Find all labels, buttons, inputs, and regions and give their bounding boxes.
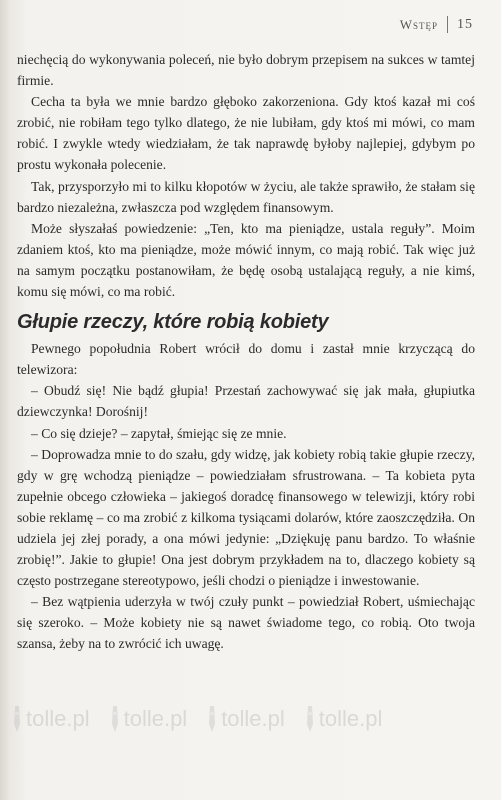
watermark-text: tolle.pl — [221, 706, 285, 731]
watermark-text: tolle.pl — [26, 706, 90, 731]
pen-icon — [108, 704, 122, 734]
watermark-row — [10, 699, 501, 739]
watermark-text: tolle.pl — [318, 706, 383, 731]
pen-icon — [10, 704, 24, 734]
watermark-logo — [108, 699, 188, 739]
paragraph: Tak, przysporzyło mi to kilku kłopotów w życiu, ale także sprawiło, że stałam się bardzo niezależna, zwłaszcza pod względem finansowym. — [17, 178, 475, 215]
watermark-logo — [303, 699, 383, 739]
paragraph: niechęcią do wykonywania poleceń, nie było dobrym przepisem na sukces w tamtej firmie. — [17, 52, 475, 89]
watermark-logo — [10, 699, 90, 739]
section-heading: Głupie rzeczy, które robią kobiety — [17, 311, 329, 334]
pen-icon — [303, 704, 317, 734]
section-title: Wstęp — [399, 16, 438, 32]
pen-icon — [205, 704, 219, 734]
paragraph: Pewnego popołudnia Robert wrócił do domu i zastał mnie krzyczącą do telewizora: — [17, 341, 475, 378]
running-head — [400, 16, 473, 33]
watermark-logo — [205, 699, 285, 739]
paragraph: Może słyszałaś powiedzenie: „Ten, kto ma pieniądze, ustala reguły”. Moim zdaniem ktoś, kto ma pieniądze, może mówić innym, co mają robić. Tak więc już na samym początku postanowiłam, że będę osobą ustalającą reguły, a nie kimś, komu się mówi, co ma robić. — [17, 220, 475, 300]
watermark-text: tolle.pl — [123, 706, 188, 731]
paragraph: Cecha ta była we mnie bardzo głęboko zakorzeniona. Gdy ktoś kazał mi coś zrobić, nie robiłam tego tylko dlatego, że nie lubiłam, gdy ktoś mi mówi, co mam robić. I zwykle wtedy wiedziałam, że tak naprawdę byłoby najlepiej, gdybym po prostu wykonała polecenie. — [17, 94, 475, 173]
body-text — [17, 49, 475, 655]
dialogue-line: – Obudź się! Nie bądź głupia! Przestań zachowywać się jak mała, głupiutka dziewczynka! Dorośnij! — [17, 383, 475, 420]
dialogue-line: – Bez wątpienia uderzyła w twój czuły punkt – powiedział Robert, uśmiechając się szeroko. – Może kobiety nie są nawet świadome tego, co robią. Oto twoja szansa, żeby na to zwrócić ich uwagę. — [17, 594, 475, 652]
header-divider — [447, 16, 448, 33]
page-number: 15 — [457, 16, 473, 32]
dialogue-line: – Doprowadza mnie to do szału, gdy widzę, jak kobiety robią takie głupie rzeczy, gdy w grę wchodzą pieniądze – powiedziałam sfrustrowana. – Ta kobieta pyta zupełnie obcego człowieka – jakiegoś doradcę finansowego w telewizji, który robi sobie reklamę – co ma zrobić z kilkoma tysiącami dolarów, które zaoszczędziła. On udziela jej złej porady, a ona mówi jedynie: „Dziękuję panu bardzo. To właśnie zrobię!”. Jakie to głupie! Ona jest dobrym przykładem na to, dlaczego kobiety są często postrzegane stereotypowo, jeśli chodzi o pieniądze i inwestowanie. — [17, 446, 475, 589]
dialogue-line: – Co się dzieje? – zapytał, śmiejąc się ze mnie. — [31, 425, 287, 441]
